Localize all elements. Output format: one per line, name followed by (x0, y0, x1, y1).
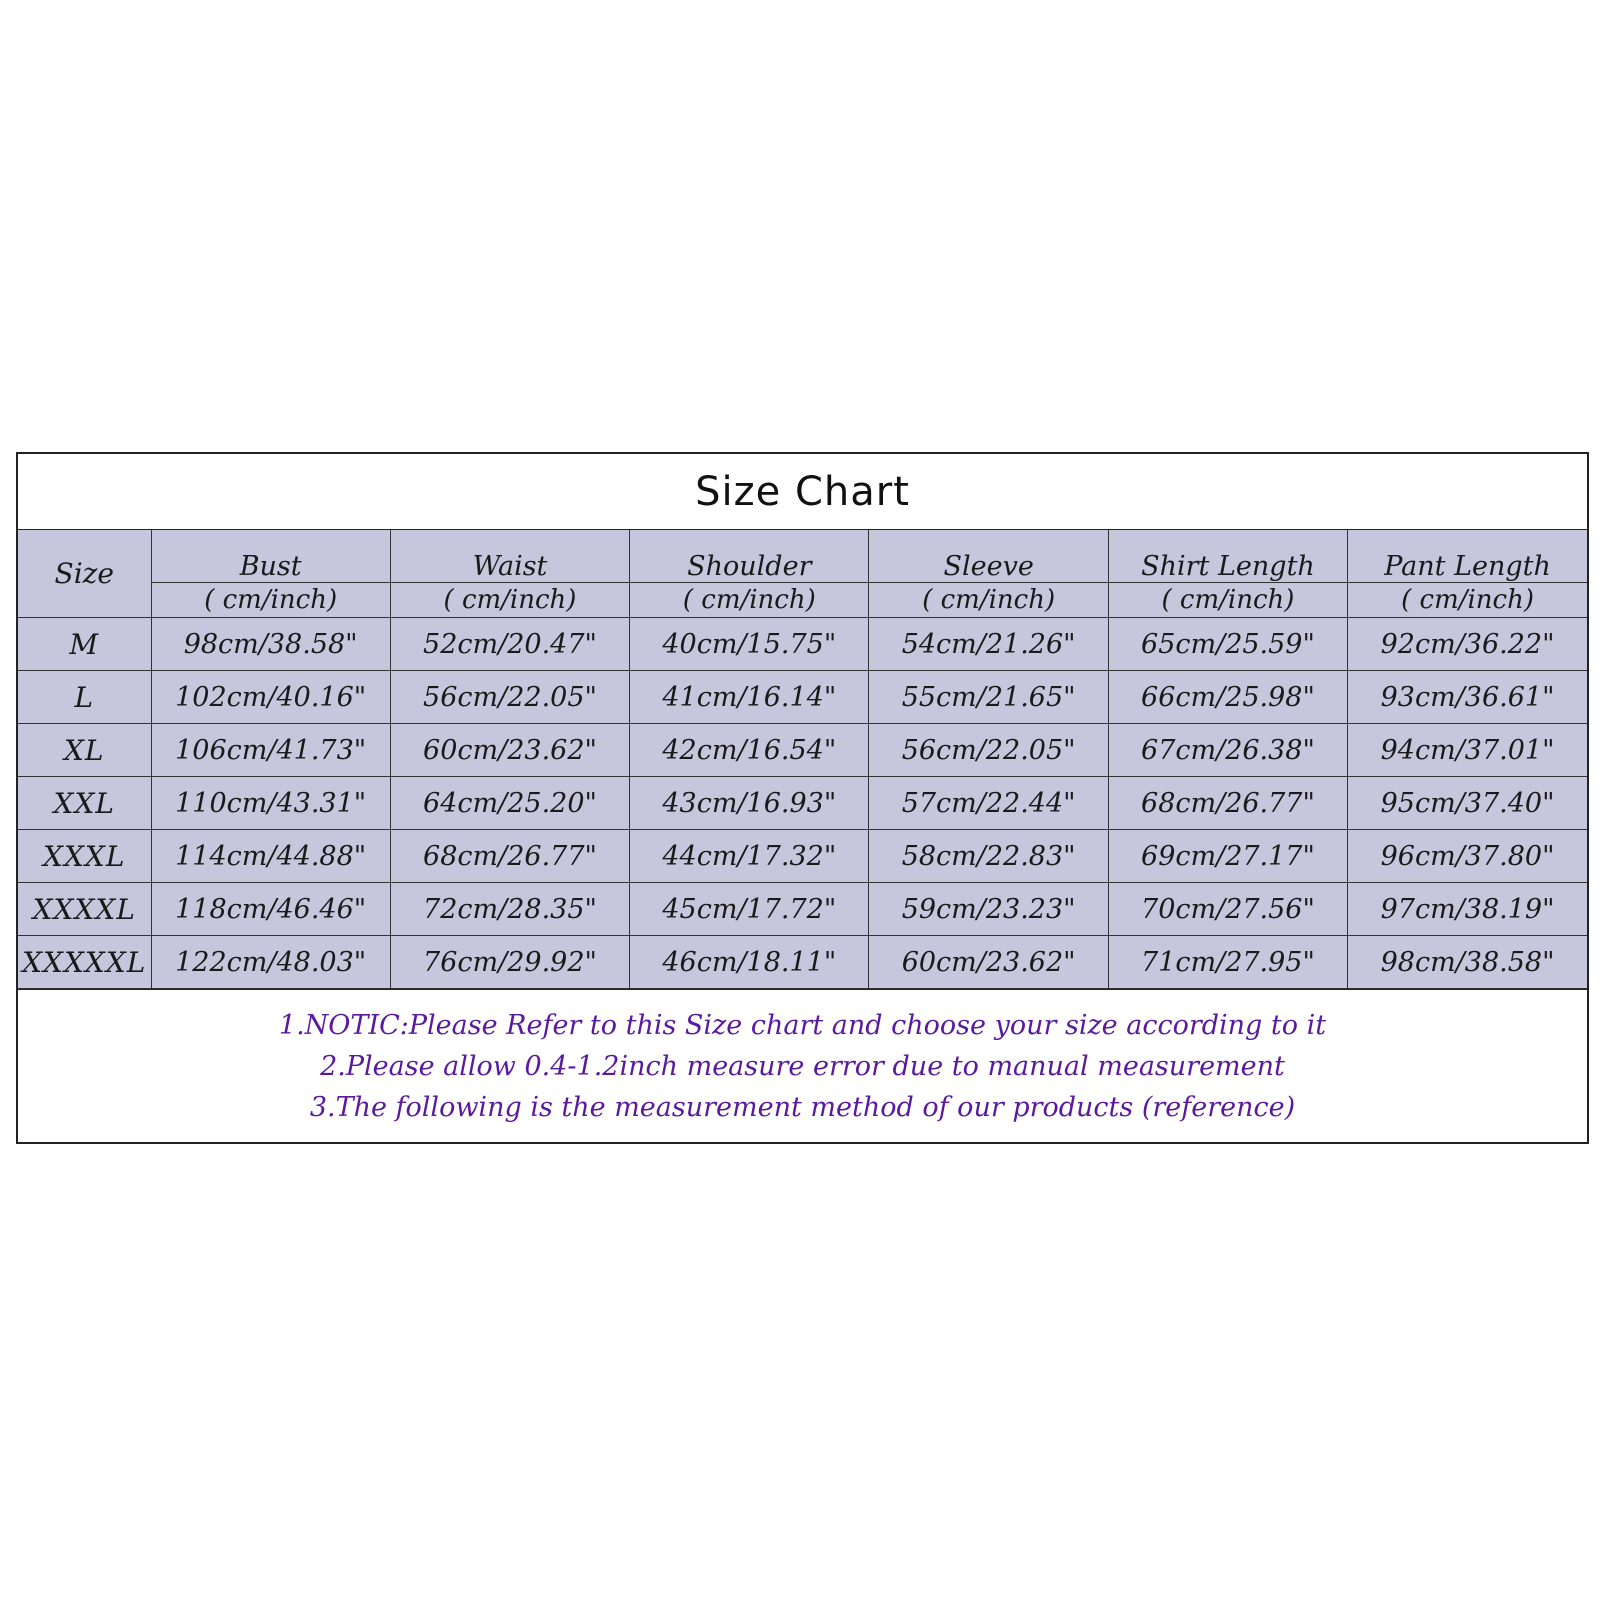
header-unit: ( cm/inch) (630, 583, 869, 618)
header-unit: ( cm/inch) (869, 583, 1108, 618)
table-row (18, 618, 1587, 671)
size-cell: XXXXXL (18, 936, 151, 989)
table-cell: 106cm/41.73" (151, 724, 390, 777)
size-cell: XL (18, 724, 151, 777)
header-size: Size (18, 530, 151, 618)
size-chart-notes (18, 989, 1587, 1143)
size-cell: XXXXL (18, 883, 151, 936)
table-cell: 71cm/27.95" (1108, 936, 1347, 989)
size-cell: M (18, 618, 151, 671)
table-cell: 70cm/27.56" (1108, 883, 1347, 936)
table-cell: 42cm/16.54" (630, 724, 869, 777)
size-cell: L (18, 671, 151, 724)
table-cell: 94cm/37.01" (1348, 724, 1587, 777)
table-cell: 60cm/23.62" (390, 724, 629, 777)
table-cell: 52cm/20.47" (390, 618, 629, 671)
header-unit: ( cm/inch) (151, 583, 390, 618)
note-line: 2.Please allow 0.4-1.2inch measure error due to manual measurement (320, 1051, 1285, 1082)
table-cell: 60cm/23.62" (869, 936, 1108, 989)
table-row (18, 936, 1587, 989)
table-cell: 102cm/40.16" (151, 671, 390, 724)
table-cell: 92cm/36.22" (1348, 618, 1587, 671)
header-unit: ( cm/inch) (390, 583, 629, 618)
size-cell: XXL (18, 777, 151, 830)
note-line: 3.The following is the measurement method of our products (reference) (309, 1092, 1296, 1123)
table-cell: 40cm/15.75" (630, 618, 869, 671)
table-cell: 110cm/43.31" (151, 777, 390, 830)
table-cell: 45cm/17.72" (630, 883, 869, 936)
table-cell: 64cm/25.20" (390, 777, 629, 830)
table-row (18, 724, 1587, 777)
table-cell: 118cm/46.46" (151, 883, 390, 936)
table-cell: 46cm/18.11" (630, 936, 869, 989)
size-cell: XXXL (18, 830, 151, 883)
header-shoulder: Shoulder (630, 530, 869, 583)
table-cell: 72cm/28.35" (390, 883, 629, 936)
header-sleeve: Sleeve (869, 530, 1108, 583)
table-cell: 56cm/22.05" (869, 724, 1108, 777)
table-cell: 41cm/16.14" (630, 671, 869, 724)
table-cell: 65cm/25.59" (1108, 618, 1347, 671)
table-cell: 56cm/22.05" (390, 671, 629, 724)
note-line: 1.NOTIC:Please Refer to this Size chart and choose your size according to it (278, 1010, 1327, 1041)
table-cell: 122cm/48.03" (151, 936, 390, 989)
table-cell: 98cm/38.58" (151, 618, 390, 671)
table-cell: 93cm/36.61" (1348, 671, 1587, 724)
table-cell: 54cm/21.26" (869, 618, 1108, 671)
size-table-header (18, 530, 1587, 618)
table-row (18, 671, 1587, 724)
table-cell: 97cm/38.19" (1348, 883, 1587, 936)
table-row (18, 883, 1587, 936)
table-cell: 57cm/22.44" (869, 777, 1108, 830)
table-row (18, 777, 1587, 830)
table-row (18, 830, 1587, 883)
size-table-body (18, 618, 1587, 989)
table-cell: 68cm/26.77" (1108, 777, 1347, 830)
size-chart (16, 452, 1589, 1144)
table-cell: 44cm/17.32" (630, 830, 869, 883)
table-cell: 67cm/26.38" (1108, 724, 1347, 777)
table-cell: 95cm/37.40" (1348, 777, 1587, 830)
header-pant-length: Pant Length (1348, 530, 1587, 583)
table-cell: 96cm/37.80" (1348, 830, 1587, 883)
header-waist: Waist (390, 530, 629, 583)
table-cell: 66cm/25.98" (1108, 671, 1347, 724)
size-table (18, 530, 1587, 989)
header-unit: ( cm/inch) (1348, 583, 1587, 618)
table-cell: 68cm/26.77" (390, 830, 629, 883)
table-cell: 76cm/29.92" (390, 936, 629, 989)
table-cell: 58cm/22.83" (869, 830, 1108, 883)
size-chart-title: Size Chart (695, 468, 910, 515)
table-cell: 59cm/23.23" (869, 883, 1108, 936)
table-cell: 43cm/16.93" (630, 777, 869, 830)
size-chart-title-bar (18, 454, 1587, 530)
table-cell: 98cm/38.58" (1348, 936, 1587, 989)
table-cell: 69cm/27.17" (1108, 830, 1347, 883)
header-shirt-length: Shirt Length (1108, 530, 1347, 583)
table-cell: 55cm/21.65" (869, 671, 1108, 724)
header-unit: ( cm/inch) (1108, 583, 1347, 618)
header-bust: Bust (151, 530, 390, 583)
table-cell: 114cm/44.88" (151, 830, 390, 883)
